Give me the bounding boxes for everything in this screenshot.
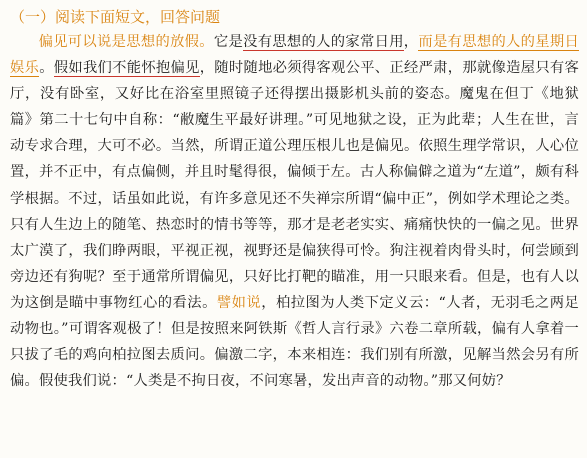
passage-end: ，柏拉图为人类下定义云：“人者，无羽毛之两足动物也。”可谓客观极了！但是按照来阿铁斯《哲人言行录》六卷二章所载，偏有人拿着一只拔了毛的鸡向柏拉图去质问。偏激二字，本来相连：我们别有所激，见解当然会另有所偏。假使我们说：“人类是不拘日夜，不问寒暑，发出声音的动物。”那又何妨？ — [10, 294, 579, 390]
underlined-phrase-no-thought: 没有思想的人的家常日用 — [243, 34, 404, 50]
opening-sentence: 偏见可以说是思想的放假。 — [38, 34, 214, 50]
question-heading: （一）阅读下面短文，回答问题 — [10, 8, 221, 26]
comma: ， — [403, 34, 419, 50]
period: 。 — [39, 60, 54, 77]
sentence-2-start: 它是 — [213, 34, 244, 50]
passage-middle: 魔鬼在但丁《地狱篇》第二十七句中自称：“敝魔生平最好讲理。”可见地狱之设，正为此辈；人生在世，言动专求合理，大可不必。当然，所谓正道公理压根儿也是偏见。依照生理学常识，人心位置，并不正中，有点偏侧，并且时髦得很，偏倾于左。古人称偏僻之道为“左道”，颇有科学根据。不过，话虽如此说，有许多意见还不失禅宗所谓“偏中正”，例如学术理论之类。只有人生边上的随笔、热恋时的情书等等，那才是老老实实、痛痛快快的一偏之见。世界太广漠了，我们睁两眼，平视正视，视野还是偏狭得可怜。狗注视着肉骨头时，何尝顾到旁边还有狗呢？至于通常所谓偏见，只好比打靶的瞄准，用一只眼来看。但是，也有人以为这倒是瞄中事物红心的看法。 — [10, 86, 579, 311]
passage-text — [10, 29, 579, 394]
underlined-phrase-hold-prejudice: 假如我们不能怀抱偏见 — [53, 60, 200, 77]
sentence-3-rest: ，随时随地必须得客观公平、正经严肃，那就像造屋只有客厅，没有卧室，又好比在浴室里照镜子还得摆出摄影机头前的姿态。 — [10, 60, 579, 103]
underlined-phrase-sunday-entertainment: 而是有思想的人的星期日娱乐 — [10, 34, 579, 77]
for-example-marker: 譬如说 — [216, 294, 262, 311]
